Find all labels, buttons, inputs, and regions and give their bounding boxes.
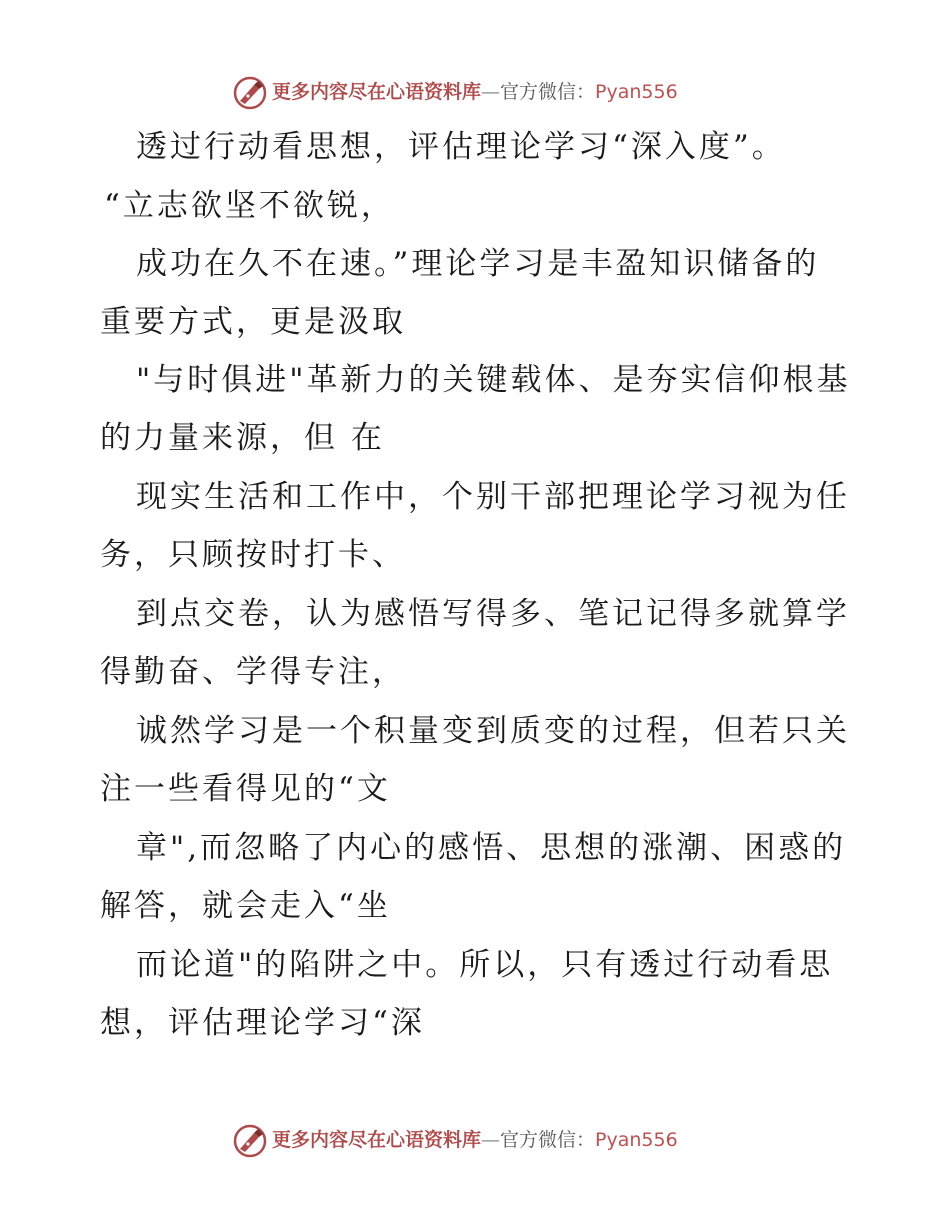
- banner-caption: [272, 1128, 678, 1152]
- banner-wechat-id: Pyan556: [595, 81, 678, 103]
- banner-title: 更多内容尽在心语资料库: [272, 81, 482, 103]
- paragraph-line: 成功在久不在速。”理论学习是丰盈知识储备的: [136, 246, 820, 282]
- paragraph-line: 想，评估理论学习“深: [100, 1005, 425, 1041]
- paragraph-line: 诚然学习是一个积量变到质变的过程，但若只关: [136, 713, 850, 749]
- banner-title: 更多内容尽在心语资料库: [272, 1129, 482, 1151]
- paragraph-line: 务，只顾按时打卡、: [100, 537, 406, 573]
- paragraph-line: 解答，就会走入“坐: [100, 888, 391, 924]
- banner-wechat-id: Pyan556: [595, 1129, 678, 1151]
- paragraph-line: "与时俱进"革新力的关键载体、是夯实信仰根基: [136, 362, 851, 398]
- banner-separator: —: [481, 1129, 501, 1151]
- paragraph-line: 重要方式，更是汲取: [100, 304, 406, 340]
- paragraph-line: 透过行动看思想，评估理论学习“深入度”。: [136, 129, 786, 165]
- paragraph-line: 现实生活和工作中，个别干部把理论学习视为任: [136, 479, 850, 515]
- paragraph-line: 得勤奋、学得专注，: [100, 654, 406, 690]
- footer-banner: [0, 1120, 950, 1160]
- banner-wechat-label: 官方微信：: [500, 1129, 596, 1151]
- paragraph-line: 的力量来源，但 在: [100, 420, 385, 456]
- paragraph-line: 章",而忽略了内心的感悟、思想的涨潮、困惑的: [136, 830, 847, 866]
- paragraph-line: 注一些看得见的“文: [100, 771, 391, 807]
- paragraph-line: 而论道"的陷阱之中。所以，只有透过行动看思: [136, 947, 834, 983]
- banner-wechat-label: 官方微信：: [500, 81, 596, 103]
- banner-separator: —: [481, 81, 501, 103]
- pen-nib-icon: [232, 1123, 268, 1159]
- paragraph-line: 到点交卷，认为感悟写得多、笔记记得多就算学: [136, 596, 850, 632]
- paragraph-line: “立志欲坚不欲锐，: [104, 188, 395, 224]
